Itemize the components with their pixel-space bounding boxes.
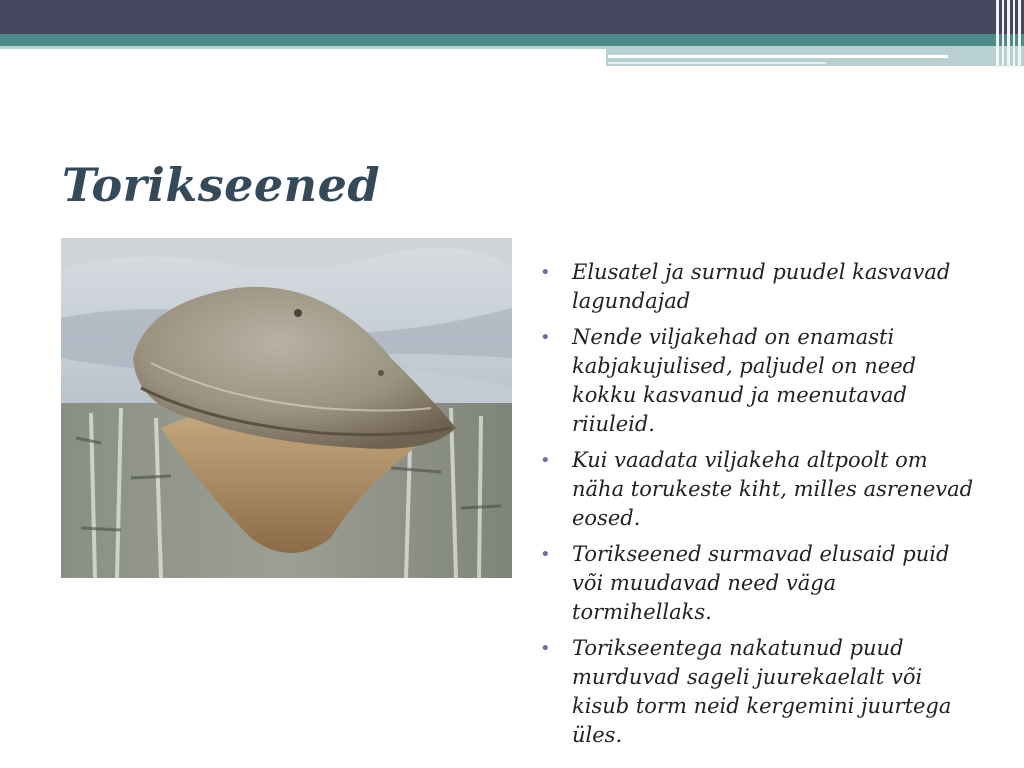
bullet-text: Elusatel ja surnud puudel kasvavad lagundajad [572, 260, 951, 313]
bullet-dot: • [540, 262, 551, 283]
bullet-item [540, 446, 980, 533]
slide-title: Torikseened [62, 158, 381, 212]
bullet-item [540, 323, 980, 439]
bullet-item [540, 540, 980, 627]
header-right-line-2 [608, 62, 826, 64]
mushroom-photo [61, 238, 512, 578]
bullet-dot: • [540, 638, 551, 659]
bullet-item [540, 258, 980, 316]
bullet-list [540, 258, 980, 757]
header-vertical-stripe [1007, 0, 1010, 68]
header-vertical-stripe [1013, 0, 1015, 68]
bullet-text: Kui vaadata viljakeha altpoolt om näha torukeste kiht, milles asrenevad eosed. [572, 448, 974, 530]
header-vertical-stripe [1002, 0, 1004, 68]
bullet-dot: • [540, 327, 551, 348]
bullet-text: Torikseened surmavad elusaid puid või muudavad need väga tormihellaks. [572, 542, 950, 624]
header-dark-bar [0, 0, 1024, 34]
header-vertical-stripe [1018, 0, 1021, 68]
bullet-text: Torikseentega nakatunud puud murduvad sageli juurekaelalt või kisub torm neid kergemini juurtega üles. [572, 636, 952, 747]
header-vertical-stripe [996, 0, 999, 68]
header-teal-bar [0, 34, 1024, 46]
bullet-dot: • [540, 450, 551, 471]
bullet-item [540, 634, 980, 750]
header-right-line [608, 55, 948, 58]
bullet-text: Nende viljakehad on enamasti kabjakujulised, paljudel on need kokku kasvanud ja meenutavad riiuleid. [572, 325, 917, 436]
bullet-dot: • [540, 544, 551, 565]
